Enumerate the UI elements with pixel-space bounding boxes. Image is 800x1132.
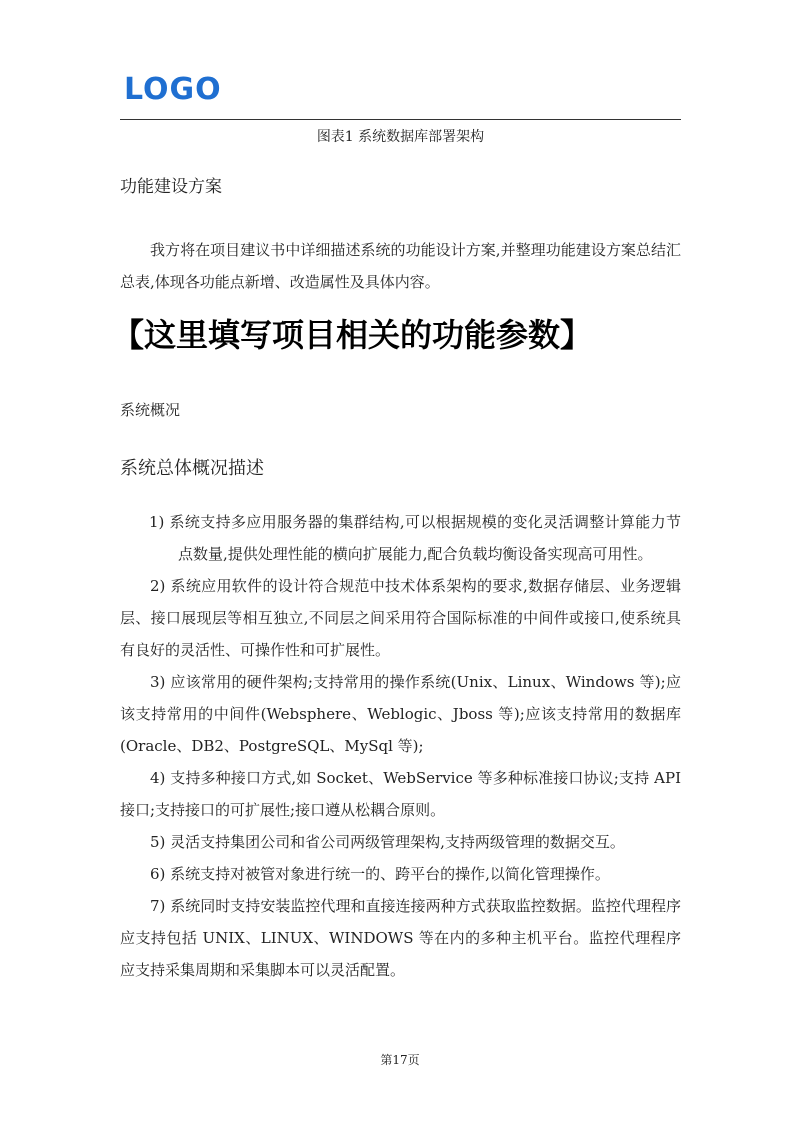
list-item: 6) 系统支持对被管对象进行统一的、跨平台的操作,以简化管理操作。 — [150, 865, 610, 883]
subheading-overview: 系统概况 — [120, 401, 181, 419]
list-item: 5) 灵活支持集团公司和省公司两级管理架构,支持两级管理的数据交互。 — [150, 833, 625, 851]
list-item: 2) 系统应用软件的设计符合规范中技术体系架构的要求,数据存储层、业务逻辑层、接口展现层等相互独立,不同层之间采用符合国际标准的中间件或接口,使系统具有良好的灵活性、可操作性和可扩展性。 — [120, 577, 681, 659]
header-divider — [120, 119, 681, 120]
list-item: 1) 系统支持多应用服务器的集群结构,可以根据规模的变化灵活调整计算能力节点数量,提供处理性能的横向扩展能力,配合负载均衡设备实现高可用性。 — [149, 513, 681, 563]
intro-paragraph: 我方将在项目建议书中详细描述系统的功能设计方案,并整理功能建设方案总结汇总表,体现各功能点新增、改造属性及具体内容。 — [120, 241, 681, 291]
section-heading: 功能建设方案 — [120, 177, 222, 197]
page-number: 第17页 — [380, 1053, 420, 1067]
feature-list — [120, 506, 681, 986]
list-item: 4) 支持多种接口方式,如 Socket、WebService 等多种标准接口协议;支持 API 接口;支持接口的可扩展性;接口遵从松耦合原则。 — [120, 769, 681, 819]
page-title: 【这里填写项目相关的功能参数】 — [112, 316, 593, 354]
list-item: 7) 系统同时支持安装监控代理和直接连接两种方式获取监控数据。监控代理程序应支持包括 UNIX、LINUX、WINDOWS 等在内的多种主机平台。监控代理程序应支持采集周期和采集脚本可以灵活配置。 — [120, 897, 681, 979]
figure-caption: 图表1 系统数据库部署架构 — [316, 129, 485, 145]
subheading-overview-description: 系统总体概况描述 — [120, 458, 264, 479]
list-item: 3) 应该常用的硬件架构;支持常用的操作系统(Unix、Linux、Windows 等);应该支持常用的中间件(Websphere、Weblogic、Jboss 等);应该支持常用的数据库(Oracle、DB2、PostgreSQL、MySql 等); — [120, 673, 681, 755]
logo: LOGO — [124, 72, 222, 107]
